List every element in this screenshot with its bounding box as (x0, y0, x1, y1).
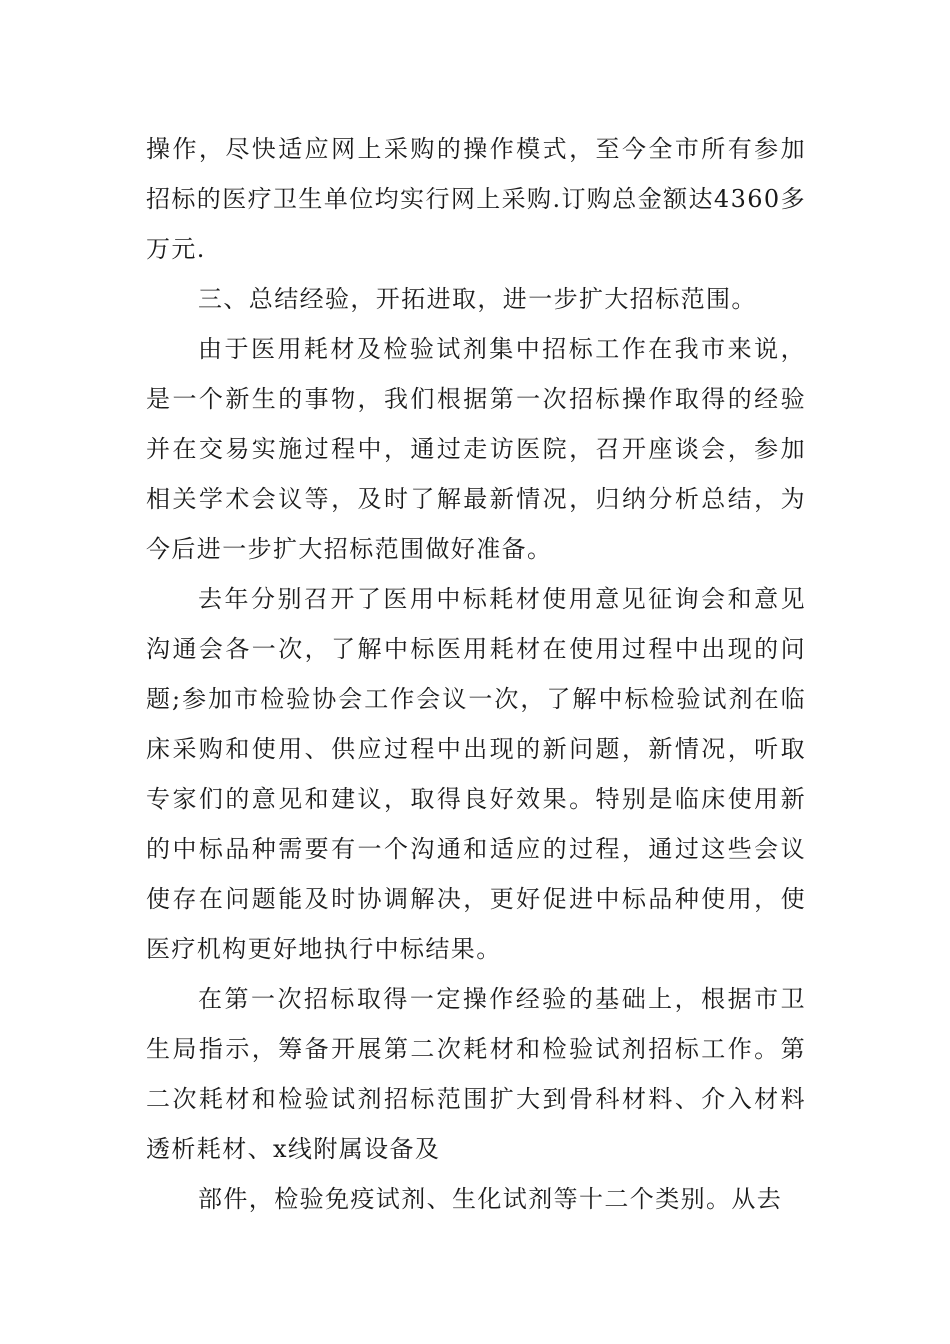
paragraph-3: 去年分别召开了医用中标耗材使用意见征询会和意见沟通会各一次，了解中标医用耗材在使用过程中出现的问题;参加市检验协会工作会议一次，了解中标检验试剂在临床采购和使用、供应过程中出现的新问题，新情况，听取专家们的意见和建议，取得良好效果。特别是临床使用新的中标品种需要有一个沟通和适应的过程，通过这些会议使存在问题能及时协调解决，更好促进中标品种使用，使医疗机构更好地执行中标结果。 (146, 585, 806, 963)
paragraph-2: 由于医用耗材及检验试剂集中招标工作在我市来说，是一个新生的事物，我们根据第一次招标操作取得的经验并在交易实施过程中，通过走访医院，召开座谈会，参加相关学术会议等，及时了解最新情况，归纳分析总结，为今后进一步扩大招标范围做好准备。 (146, 335, 806, 563)
paragraph-5: 部件，检验免疫试剂、生化试剂等十二个类别。从去 (198, 1185, 783, 1213)
paragraph-1: 操作，尽快适应网上采购的操作模式，至今全市所有参加招标的医疗卫生单位均实行网上采购.订购总金额达4360多万元. (146, 135, 806, 263)
section-heading-3: 三、总结经验，开拓进取，进一步扩大招标范围。 (198, 285, 757, 313)
paragraph-4: 在第一次招标取得一定操作经验的基础上，根据市卫生局指示，筹备开展第二次耗材和检验试剂招标工作。第二次耗材和检验试剂招标范围扩大到骨科材料、介入材料透析耗材、x线附属设备及 (146, 985, 806, 1163)
document-page (146, 124, 806, 1224)
